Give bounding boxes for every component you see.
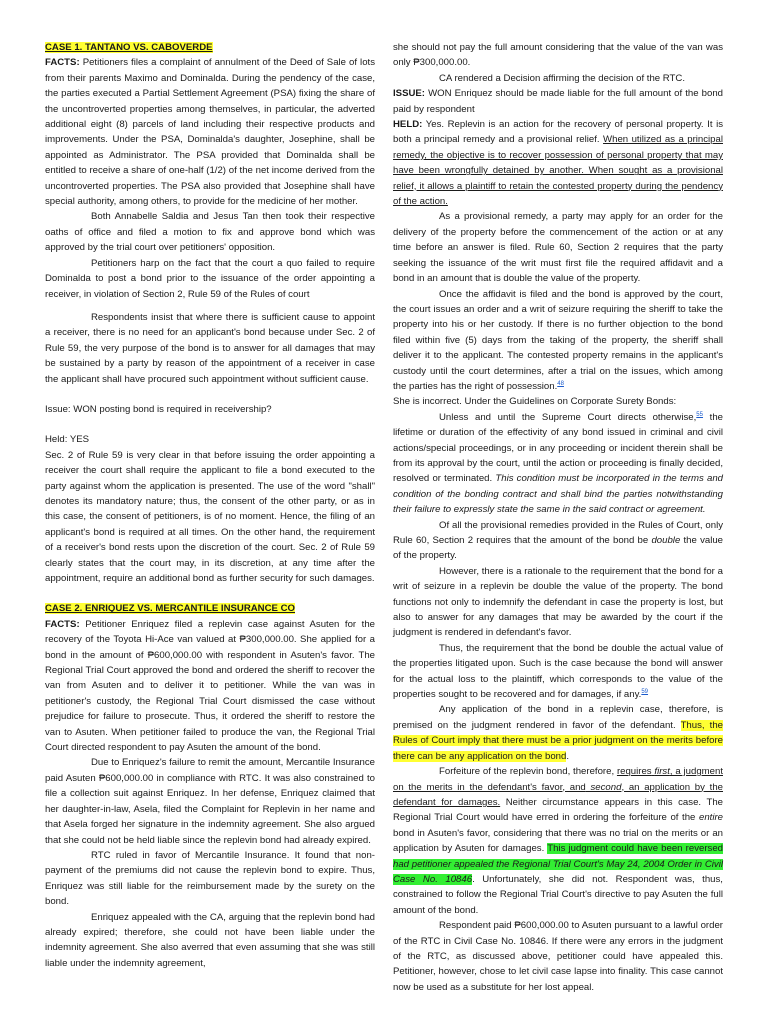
case1-issue: Issue: WON posting bond is required in receivership?: [45, 403, 272, 415]
provisional-remedy-paragraph: As a provisional remedy, a party may apply for an order for the delivery of the property before the commencement of the action or at any time before an answer is filed. Rule 60, Section 2 requires that the party seeking the issuance of the writ must first file the required affidavit and a bond in an amount that is double the value of the property.: [393, 211, 723, 285]
footnote-ref[interactable]: 48: [557, 380, 564, 387]
case2-title: CASE 2. ENRIQUEZ VS. MERCANTILE INSURANCE CO: [45, 603, 295, 615]
actual-value-paragraph: Thus, the requirement that the bond be double the actual value of the properties litigated upon. Such is the case because the bond will answer for the actual loss to the plaintiff, which corresponds to the value of the properties sought to be recovered and for damages, if any.$^{59}$: [393, 642, 723, 701]
case1-paragraph-3: Petitioners harp on the fact that the court a quo failed to require Dominalda to post a bond prior to the issuance of the order appointing a receiver, in violation of Section 2, Rule 59 of the Rules of court: [45, 257, 375, 300]
application-paragraph: Any application of the bond in a replevin case, therefore, is premised on the judgment rendered in favor of the defendant. Thus, the Rules of Court imply that there must be a prior judgment on the merits before there can be any application on the bond.: [393, 704, 723, 762]
guidelines-intro: She is incorrect. Under the Guidelines on Corporate Surety Bonds:: [393, 396, 677, 408]
forfeiture-paragraph: Forfeiture of the replevin bond, therefore, requires first, a judgment on the merits in the defendant's favor, and second, an application by the defendant for damages. Neither circumstance appears in this case. The Regional Trial Court would have erred in ordering the forfeiture of the entire bond in Asuten's favor, considering that there was no trial on the merits or an application by Asuten for damages. This judgment could have been reversed had petitioner appealed the Regional Trial Court's May 24, 2004 Order in Civil Case No. 10846. Unfortunately, she did not. Respondent was, thus, constrained to follow the Regional Trial Court's directive to pay Asuten the full amount of the bond.: [393, 766, 724, 916]
case1-paragraph-4: Respondents insist that where there is sufficient cause to appoint a receiver, there is no need for an applicant's bond because under Sec. 2 of Rule 59, the very purpose of the bond is to answer for all damages that may be sustained by a party by reason of the appointment of a receiver in case the applicant shall have procured such appointment without sufficient cause.: [45, 311, 375, 385]
footnote-ref[interactable]: 59: [641, 688, 649, 695]
case2-paragraph-3: RTC ruled in favor of Mercantile Insurance. It found that non-payment of the premiums did not cause the replevin bond to expire. Thus, Enriquez was still liable for the reimbursement made by the surety on the bond.: [45, 849, 375, 908]
case2-held: HELD: Yes. Replevin is an action for the recovery of personal property. It is both a principal remedy and a provisional relief. When utilized as a principal remedy, the objective is to recover possession of personal property that may have been wrongfully detained by another. When sought as a provisional relief, it allows a plaintiff to retain the contested property during the pendency of the action.: [393, 119, 723, 208]
guidelines-quote: Unless and until the Supreme Court directs otherwise,$^{55}$ the lifetime or duration of the effectivity of any bond issued in criminal and civil actions/special proceedings, or in any proceeding or incident therein shall be from its approval by the court, until the action or proceeding is finally decided, resolved or terminated. This condition must be incorporated in the terms and condition of the bonding contract and shall bind the parties notwithstanding their failure to expressly state the same in the said contract or agreement.: [393, 411, 723, 516]
case2-paragraph-2: Due to Enriquez's failure to remit the amount, Mercantile Insurance paid Asuten ₱600,000.00 in compliance with RTC. It was also constrained to file a collection suit against Enriquez. In her defense, Enriquez claimed that her daughter-in-law, Asela, filed the Complaint for Replevin in her name and that Asela forged her signature in the indemnity agreement. She also argued that she could not be held liable since the replevin bond had already expired.: [45, 757, 375, 846]
case1-held-label: Held: YES: [45, 434, 90, 446]
payment-paragraph: Respondent paid ₱600,000.00 to Asuten pursuant to a lawful order of the RTC in Civil Case No. 10846. If there were any errors in the judgment of the RTC, as discussed above, petitioner could have appealed this. Petitioner, however, chose to let civil case lapse into finality. This case cannot now be used as a substitute for her lost appeal.: [393, 920, 723, 993]
ca-decision: CA rendered a Decision affirming the decision of the RTC.: [439, 72, 686, 84]
case1-facts: FACTS: Petitioners files a complaint of annulment of the Deed of Sale of lots from their parents Maximo and Dominalda. During the pendency of the case, the parties executed a Partial Settlement Agreement (PSA) fixing the share of the uncontroverted properties among themselves, in particular, the adverted additional eight (8) parcels of land including their respective products and improvements. Under the PSA, Dominalda's daughter, Josephine, shall be appointed as Administrator. The PSA provided that Dominalda shall be entitled to receive a share of one-half (1/2) of the net income derived from the uncontroverted properties. The PSA also provided that Josephine shall have special authority, among others, to provide for the medicine of her mother.: [45, 57, 375, 208]
writ-of-seizure-paragraph: Once the affidavit is filed and the bond is approved by the court, the court issues an order and a writ of seizure requiring the sheriff to take the property into his or her custody. If there is no further objection to the bond filed within five (5) days from the taking of the property, the sheriff shall deliver it to the applicant. The contested property remains in the applicant's custody until the court determines, after a trial on the issues, which among the parties has the right of possession.$^{48}$: [393, 288, 723, 392]
footnote-ref[interactable]: 55: [696, 411, 703, 418]
left-column: [45, 40, 375, 971]
case1-paragraph-2: Both Annabelle Saldia and Jesus Tan then took their respective oaths of office and filed a motion to fix and approve bond which was approved by the trial court over petitioners' opposition.: [45, 211, 375, 254]
right-column: [393, 40, 723, 995]
case2-issue: ISSUE: WON Enriquez should be made liable for the full amount of the bond paid by respondent: [393, 88, 723, 115]
double-value-paragraph: Of all the provisional remedies provided in the Rules of Court, only Rule 60, Section 2 requires that the amount of the bond be double the value of the property.: [393, 519, 724, 562]
case2-continued: she should not pay the full amount considering that the value of the van was only ₱300,000.00.: [393, 42, 723, 69]
case2-facts: FACTS: Petitioner Enriquez filed a replevin case against Asuten for the recovery of the Toyota Hi-Ace van valued at ₱300,000.00. She applied for a bond in the amount of ₱600,000.00 with respondent in Asuten's favor. The Regional Trial Court approved the bond and ordered the sheriff to recover the van from Asuten and to deliver it to petitioner. While the van was in petitioner's custody, the Regional Trial Court dismissed the case without prejudice for failure to prosecute. Thus, it ordered the sheriff to restore the van to Asuten. When petitioner failed to produce the van, the Regional Trial Court directed respondent to pay Asuten the amount of the bond.: [45, 618, 375, 754]
case1-held: Sec. 2 of Rule 59 is very clear in that before issuing the order appointing a receiver the court shall require the applicant to file a bond executed to the party against whom the application is presented. The use of the word "shall" denotes its mandatory nature; thus, the consent of the other party, or as in this case, the consent of petitioners, is of no moment. Hence, the filing of an applicant's bond is required at all times. On the other hand, the requirement of a receiver's bond rests upon the discretion of the court. Sec. 2 of Rule 59 clearly states that the court may, in its discretion, at any time after the appointment, require an additional bond as further security for such damages.: [45, 449, 375, 584]
rationale-paragraph: However, there is a rationale to the requirement that the bond for a writ of seizure in a replevin be double the value of the property. The bond functions not only to indemnify the defendant in case the property is lost, but also to answer for any damages that may be awarded by the court if the judgment is rendered in defendant's favor.: [393, 565, 723, 639]
case1-title: CASE 1. TANTANO VS. CABOVERDE: [45, 42, 213, 53]
case2-paragraph-4: Enriquez appealed with the CA, arguing that the replevin bond had already expired; therefore, she could not have been liable under the indemnity agreement. She also averred that even assuming that she was still liable under the indemnity agreement,: [45, 911, 375, 969]
